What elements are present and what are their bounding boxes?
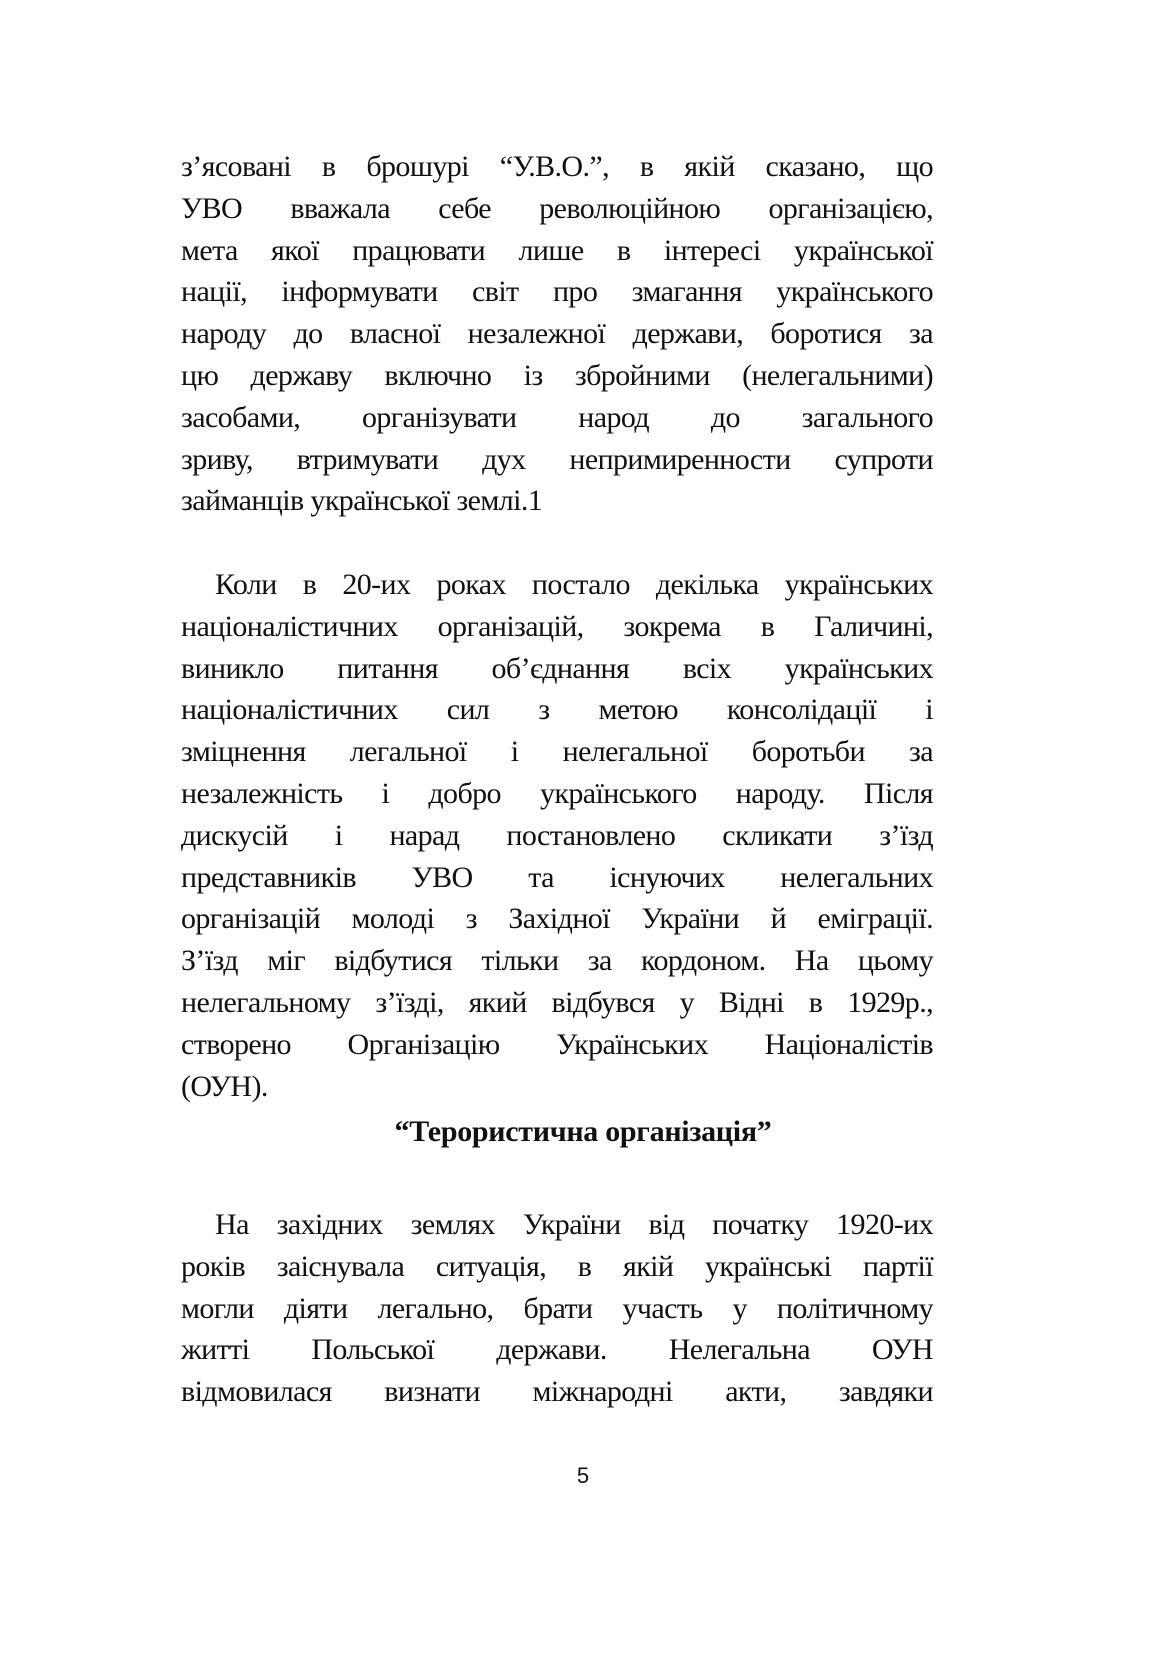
text-line: виникло питання об’єднання всіх українських bbox=[181, 651, 933, 685]
text-line: років заіснувала ситуація, в якій українські партії bbox=[181, 1249, 933, 1283]
text-line: З’їзд міг відбутися тільки за кордоном. На цьому bbox=[181, 944, 933, 978]
text-line: засобами, організувати народ до загального bbox=[181, 400, 933, 434]
text-line: зриву, втримувати дух непримиренности супроти bbox=[181, 442, 933, 476]
paragraph-1 bbox=[181, 146, 933, 522]
text-line: (ОУН). bbox=[181, 1069, 268, 1103]
text-line: цю державу включно із збройними (нелегальними) bbox=[181, 358, 933, 392]
text-line: організацій молоді з Західної України й еміграції. bbox=[181, 902, 933, 936]
text-line: дискусій і нарад постановлено скликати з’їзд bbox=[181, 818, 933, 852]
text-line: націоналістичних організацій, зокрема в Галичині, bbox=[181, 609, 933, 643]
page-number: 5 bbox=[576, 1463, 590, 1488]
paragraph-2 bbox=[181, 564, 933, 1107]
text-line: УВО вважала себе революційною організацією, bbox=[181, 191, 933, 225]
section-heading: “Терористична організація” bbox=[394, 1115, 772, 1148]
text-line: незалежність і добро українського народу. Після bbox=[181, 776, 933, 810]
text-line: житті Польської держави. Нелегальна ОУН bbox=[181, 1333, 933, 1367]
text-line: народу до власної незалежної держави, боротися за bbox=[181, 317, 933, 351]
text-line: створено Організацію Українських Націоналістів bbox=[181, 1027, 933, 1061]
text-line: На західних землях України від початку 1920-их bbox=[215, 1208, 933, 1241]
text-line: могли діяти легально, брати участь у політичному bbox=[181, 1291, 933, 1325]
text-line: представників УВО та існуючих нелегальних bbox=[181, 860, 933, 894]
text-line: з’ясовані в брошурі “У.В.О.”, в якій сказано, що bbox=[181, 150, 933, 183]
text-line: зміцнення легальної і нелегальної боротьби за bbox=[181, 735, 933, 769]
text-line: займанців української землі.1 bbox=[181, 484, 543, 518]
text-line: націоналістичних сил з метою консолідації і bbox=[181, 693, 933, 727]
paragraph-3 bbox=[181, 1204, 933, 1413]
text-line: мета якої працювати лише в інтересі української bbox=[181, 233, 933, 267]
text-line: нації, інформувати світ про змагання українського bbox=[181, 275, 933, 309]
text-line: нелегальному з’їзді, який відбувся у Відні в 1929р., bbox=[181, 985, 933, 1019]
text-line: Коли в 20-их роках постало декілька українських bbox=[215, 568, 933, 601]
text-line: відмовилася визнати міжнародні акти, завдяки bbox=[181, 1375, 933, 1409]
